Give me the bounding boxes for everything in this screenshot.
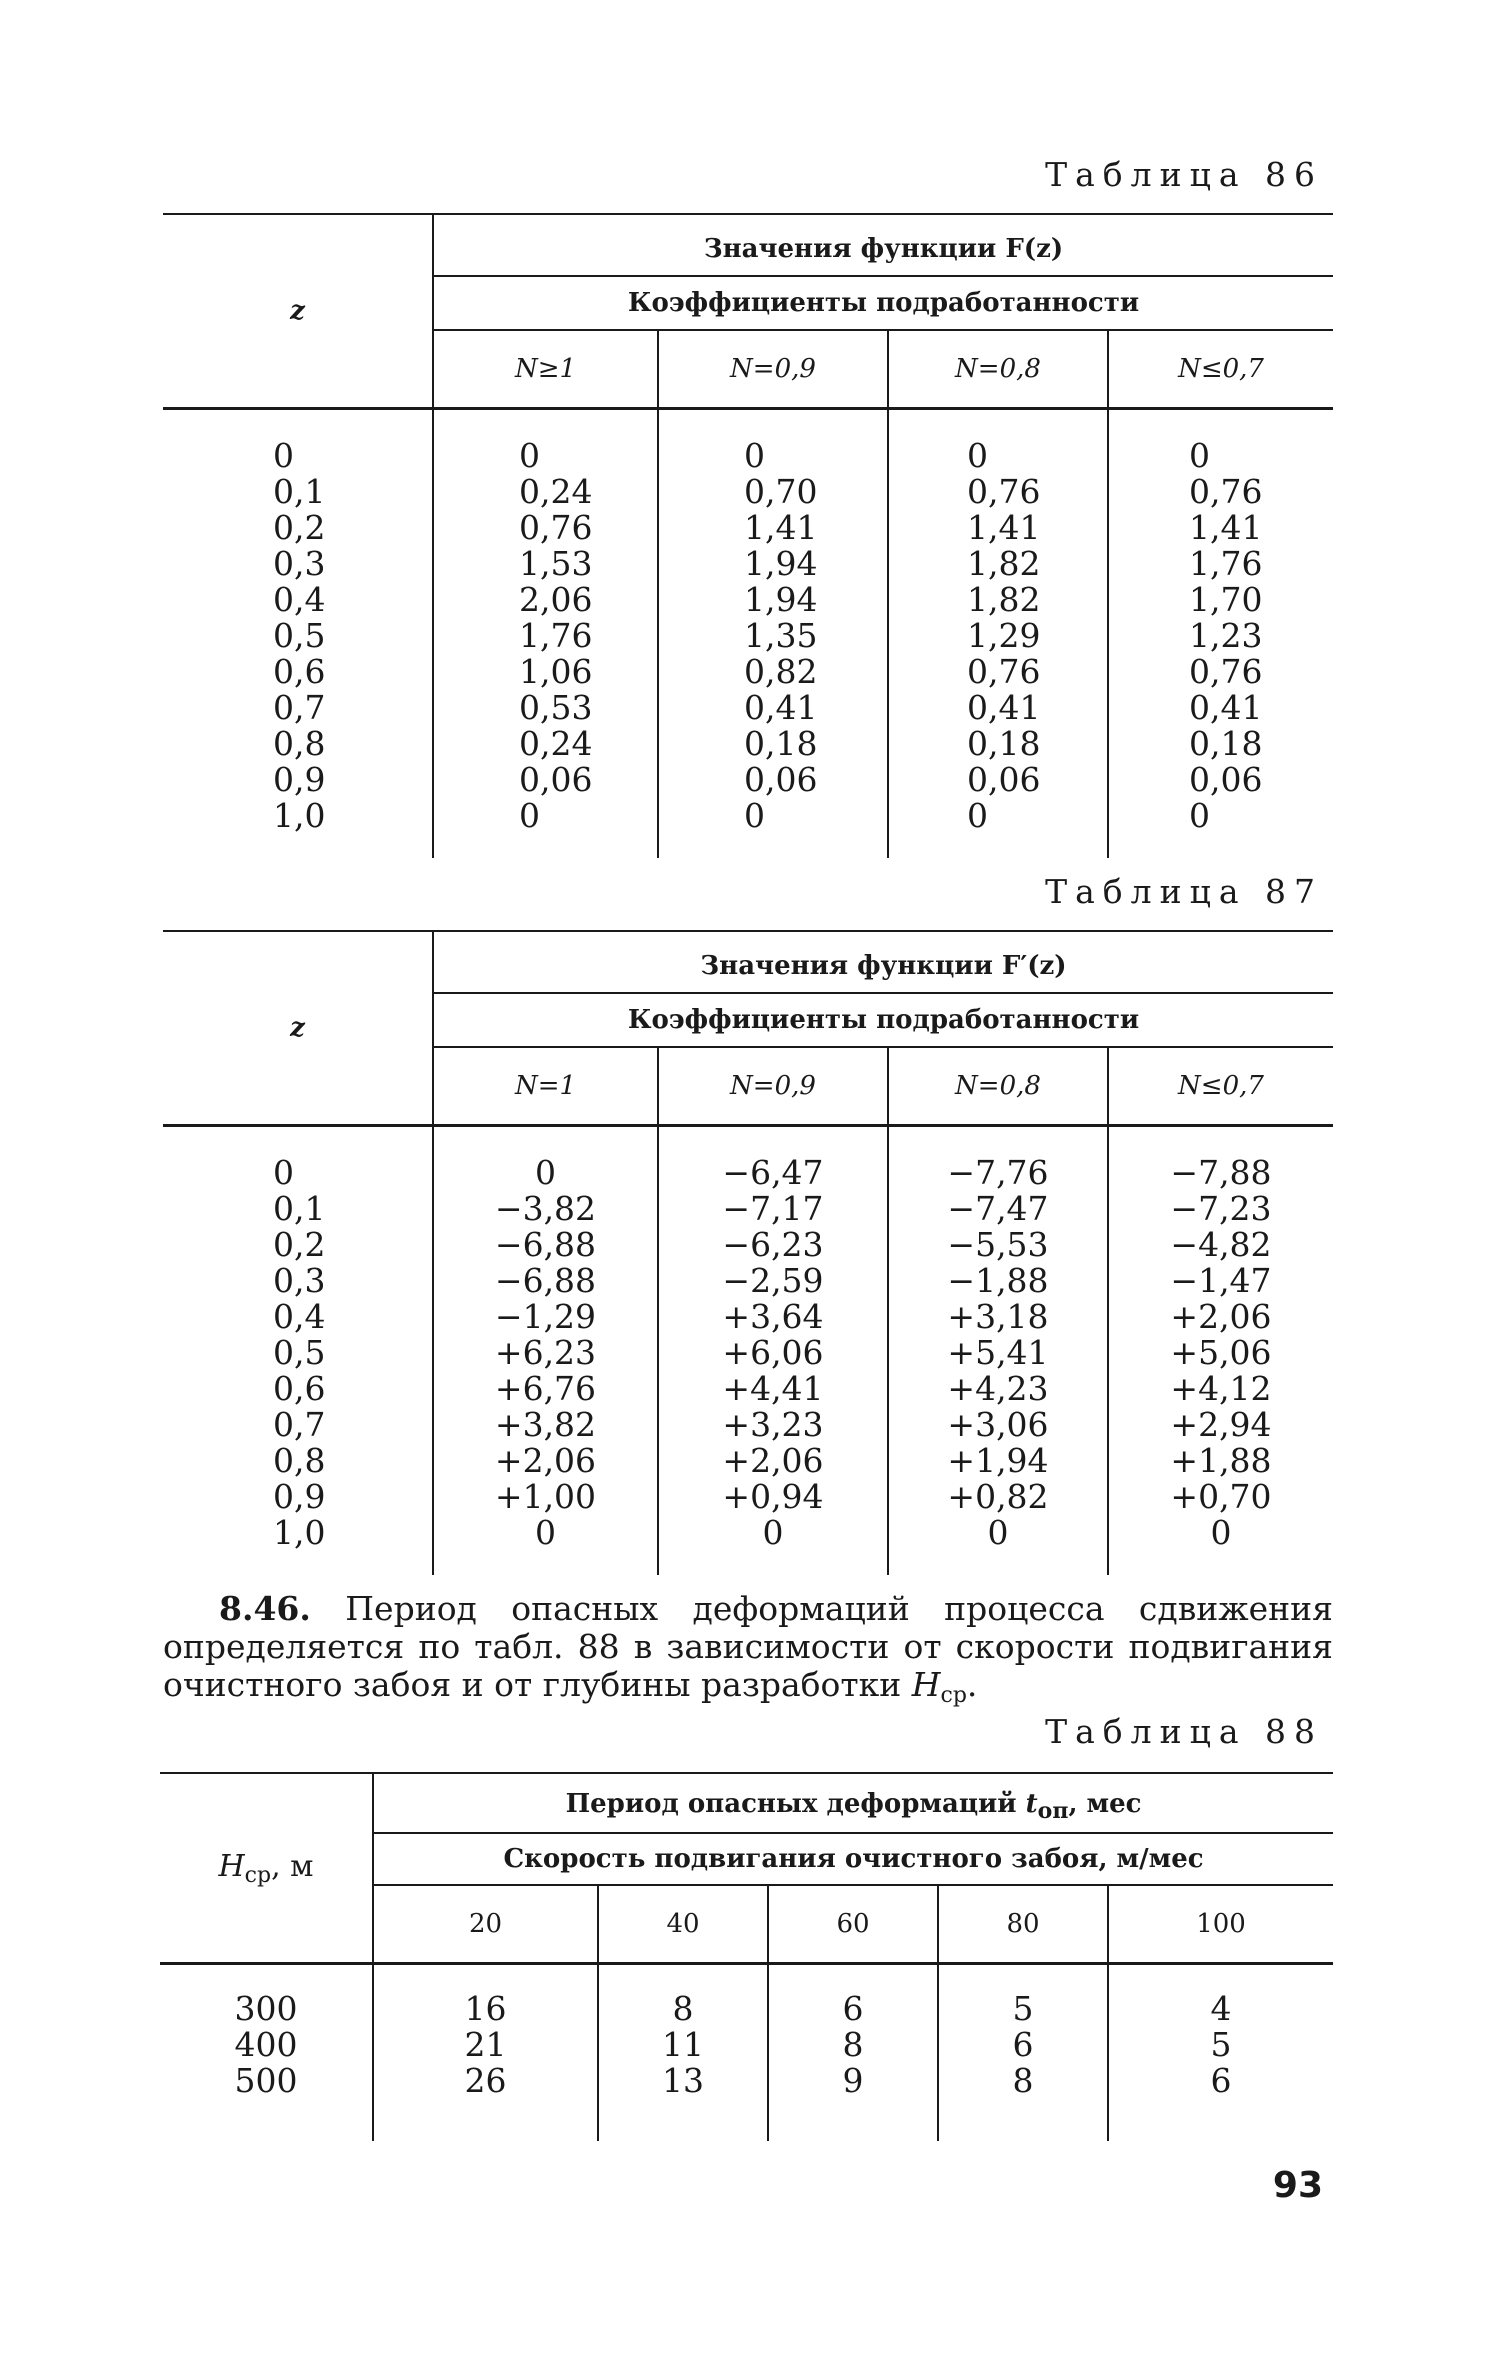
table-87-col-header: N=1: [433, 1047, 658, 1126]
paragraph-text: Период опасных деформаций процесса сдвижения определяется по табл. 88 в зависимости от скорости подвигания очистного забоя и от глубины разработки: [163, 1589, 1333, 1704]
page-number: 93: [1272, 2165, 1323, 2206]
table-86-caption: Таблица 86: [1045, 155, 1323, 194]
table-86-col-header: N=0,9: [658, 330, 888, 409]
table-86-value-column: 0 0,76 1,41 1,76 1,70 1,23 0,76 0,41 0,18 0,06 0: [1108, 409, 1333, 859]
table-86: [163, 213, 1333, 858]
table-86-z-header: z: [163, 214, 433, 409]
table-86-group-header: Значения функции F(z): [433, 214, 1333, 276]
table-87-value-column: −7,76 −7,47 −5,53 −1,88 +3,18 +5,41 +4,23 +3,06 +1,94 +0,82 0: [888, 1126, 1108, 1576]
paragraph-var-sub: ср: [940, 1683, 967, 1708]
table-86-z-column: 0 0,1 0,2 0,3 0,4 0,5 0,6 0,7 0,8 0,9 1,0: [273, 436, 326, 835]
table-86-col-header: N=0,8: [888, 330, 1108, 409]
table-87-value-column: −6,47 −7,17 −6,23 −2,59 +3,64 +6,06 +4,41 +3,23 +2,06 +0,94 0: [658, 1126, 888, 1576]
table-88-value-column: 4 5 6: [1108, 1964, 1333, 2142]
table-88-col-header: 40: [598, 1885, 768, 1964]
table-88-col-header: 20: [373, 1885, 598, 1964]
table-88-col-header: 100: [1108, 1885, 1333, 1964]
table-87-col-header: N≤0,7: [1108, 1047, 1333, 1126]
table-87-col-header: N=0,9: [658, 1047, 888, 1126]
table-88-col-header: 80: [938, 1885, 1108, 1964]
table-87-value-column: 0 −3,82 −6,88 −6,88 −1,29 +6,23 +6,76 +3,82 +2,06 +1,00 0: [433, 1126, 658, 1576]
paragraph-8-46: [163, 1590, 1333, 1715]
table-88-value-column: 6 8 9: [768, 1964, 938, 2142]
table-86-sub-header: Коэффициенты подработанности: [433, 276, 1333, 330]
table-87: [163, 930, 1333, 1575]
paragraph-var: H: [911, 1665, 941, 1704]
table-88-group-header: Период опасных деформаций $t_{оп}$, мес: [373, 1773, 1333, 1833]
table-88-caption: Таблица 88: [1045, 1712, 1323, 1751]
table-88-h-header: $H_{ср}$, м: [160, 1773, 373, 1964]
table-88-sub-header: Скорость подвигания очистного забоя, м/мес: [373, 1833, 1333, 1885]
table-88-h-column: 300 400 500: [234, 1989, 298, 2100]
table-86-col-header: N≤0,7: [1108, 330, 1333, 409]
table-88-value-column: 5 6 8: [938, 1964, 1108, 2142]
table-86-value-column: 0 0,24 0,76 1,53 2,06 1,76 1,06 0,53 0,24 0,06 0: [433, 409, 658, 859]
paragraph-end: .: [966, 1665, 978, 1704]
table-88-value-column: 16 21 26: [373, 1964, 598, 2142]
table-87-z-header: z: [163, 931, 433, 1126]
table-87-sub-header: Коэффициенты подработанности: [433, 993, 1333, 1047]
table-87-z-column: 0 0,1 0,2 0,3 0,4 0,5 0,6 0,7 0,8 0,9 1,0: [273, 1153, 326, 1552]
table-87-group-header: Значения функции F′(z): [433, 931, 1333, 993]
table-86-col-header: N≥1: [433, 330, 658, 409]
paragraph-number: 8.46.: [219, 1589, 311, 1628]
table-87-value-column: −7,88 −7,23 −4,82 −1,47 +2,06 +5,06 +4,12 +2,94 +1,88 +0,70 0: [1108, 1126, 1333, 1576]
table-86-value-column: 0 0,76 1,41 1,82 1,82 1,29 0,76 0,41 0,18 0,06 0: [888, 409, 1108, 859]
table-88-col-header: 60: [768, 1885, 938, 1964]
table-86-value-column: 0 0,70 1,41 1,94 1,94 1,35 0,82 0,41 0,18 0,06 0: [658, 409, 888, 859]
table-87-caption: Таблица 87: [1045, 872, 1323, 911]
table-87-col-header: N=0,8: [888, 1047, 1108, 1126]
table-88-value-column: 8 11 13: [598, 1964, 768, 2142]
table-88: [160, 1772, 1333, 2141]
